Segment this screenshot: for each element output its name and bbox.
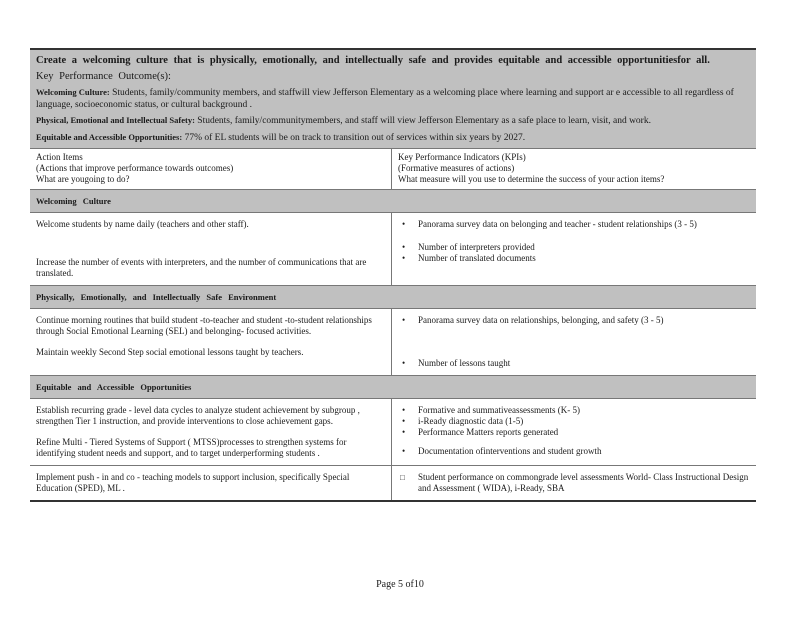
outcome-label: Physical, Emotional and Intellectual Safety:	[36, 115, 195, 125]
action-item: Continue morning routines that build student -to-teacher and student -to-student relationships through Social Emotional Learning (SEL) and belonging- focused activities.	[36, 315, 372, 336]
action-item: Welcome students by name daily (teachers and other staff).	[36, 219, 249, 229]
kpo-heading: Key Performance Outcome(s):	[36, 71, 171, 82]
kpi-cell	[392, 213, 756, 285]
kpi-item: • Number of lessons taught	[412, 358, 750, 369]
action-cell	[30, 309, 392, 375]
section-heading: Physically, Emotionally, and Intellectually Safe Environment	[30, 286, 756, 309]
action-plan-table	[30, 48, 756, 502]
action-item: Establish recurring grade - level data cycles to analyze student achievement by subgroup , strengthen Tier 1 instruction, and provide interventions to close achievement gaps.	[36, 405, 360, 426]
kpi-item: • Panorama survey data on belonging and teacher - student relationships (3 - 5)	[412, 219, 750, 230]
outcome-text: 77% of EL students will be on track to transition out of services within six years by 2027.	[182, 132, 526, 143]
column-header-row	[30, 149, 756, 190]
table-row	[30, 309, 756, 376]
action-items-header	[30, 149, 392, 189]
outcome-label: Welcoming Culture:	[36, 87, 110, 97]
outcome-text: Students, family/community members, and staffwill view Jefferson Elementary as a welcoming place where learning and support ar e accessible to all regardless of language, socioeconomic status, or cultural background .	[36, 88, 734, 110]
table-row	[30, 466, 756, 500]
kpi-cell	[392, 309, 756, 375]
header-line: (Formative measures of actions)	[398, 163, 515, 173]
action-item: Implement push - in and co - teaching models to support inclusion, specifically Special Education (SPED), ML .	[36, 472, 350, 493]
kpi-list	[398, 242, 750, 264]
section-heading: Welcoming Culture	[30, 190, 756, 213]
header-line: What measure will you use to determine the success of your action items?	[398, 174, 665, 184]
outcome-text: Students, family/communitymembers, and staff will view Jefferson Elementary as a safe place to learn, visit, and work.	[194, 116, 651, 126]
table-row	[30, 399, 756, 466]
action-item: Increase the number of events with interpreters, and the number of communications that are translated.	[36, 257, 367, 278]
action-cell	[30, 466, 392, 500]
kpi-item: • Documentation ofinterventions and student growth	[412, 446, 750, 457]
outcome-label: Equitable and Accessible Opportunities:	[36, 131, 183, 142]
kpi-item: • Performance Matters reports generated	[412, 427, 750, 438]
goal-block	[30, 50, 756, 149]
kpi-list	[398, 315, 750, 326]
kpi-list	[398, 472, 750, 494]
goal-title: Create a welcoming culture that is physically, emotionally, and intellectually safe and provides equitable and accessible opportunitiesfor all.	[36, 55, 710, 66]
kpi-item: • Formative and summativeassessments (K- 5)	[412, 405, 750, 416]
table-row	[30, 213, 756, 286]
header-line: Action Items	[36, 152, 83, 162]
outcome-safety	[36, 115, 750, 128]
header-line: What are yougoing to do?	[36, 174, 130, 184]
outcome-equitable	[36, 132, 750, 145]
kpi-item: • i-Ready diagnostic data (1-5)	[412, 416, 750, 427]
kpi-item: □ Student performance on commongrade level assessments World- Class Instructional Design and Assessment ( WIDA), i-Ready, SBA	[412, 472, 750, 494]
outcome-welcoming	[36, 87, 750, 111]
kpi-item: • Number of translated documents	[412, 253, 750, 264]
header-line: Key Performance Indicators (KPIs)	[398, 152, 526, 162]
kpi-item: • Panorama survey data on relationships, belonging, and safety (3 - 5)	[412, 315, 750, 326]
kpi-cell	[392, 399, 756, 465]
action-item: Refine Multi - Tiered Systems of Support ( MTSS)processes to strengthen systems for identifying student needs and support, and to target underperforming students .	[36, 437, 347, 458]
kpi-list	[398, 358, 750, 369]
action-cell	[30, 399, 392, 465]
kpi-item: • Number of interpreters provided	[412, 242, 750, 253]
header-line: (Actions that improve performance towards outcomes)	[36, 163, 234, 173]
action-cell	[30, 213, 392, 285]
kpi-list	[398, 219, 750, 230]
kpi-header	[392, 149, 756, 189]
kpi-list	[398, 446, 750, 457]
section-heading: Equitable and Accessible Opportunities	[30, 376, 756, 399]
action-item: Maintain weekly Second Step social emotional lessons taught by teachers.	[36, 347, 304, 357]
kpi-cell	[392, 466, 756, 500]
kpi-list	[398, 405, 750, 438]
page-number: Page 5 of10	[376, 579, 424, 590]
